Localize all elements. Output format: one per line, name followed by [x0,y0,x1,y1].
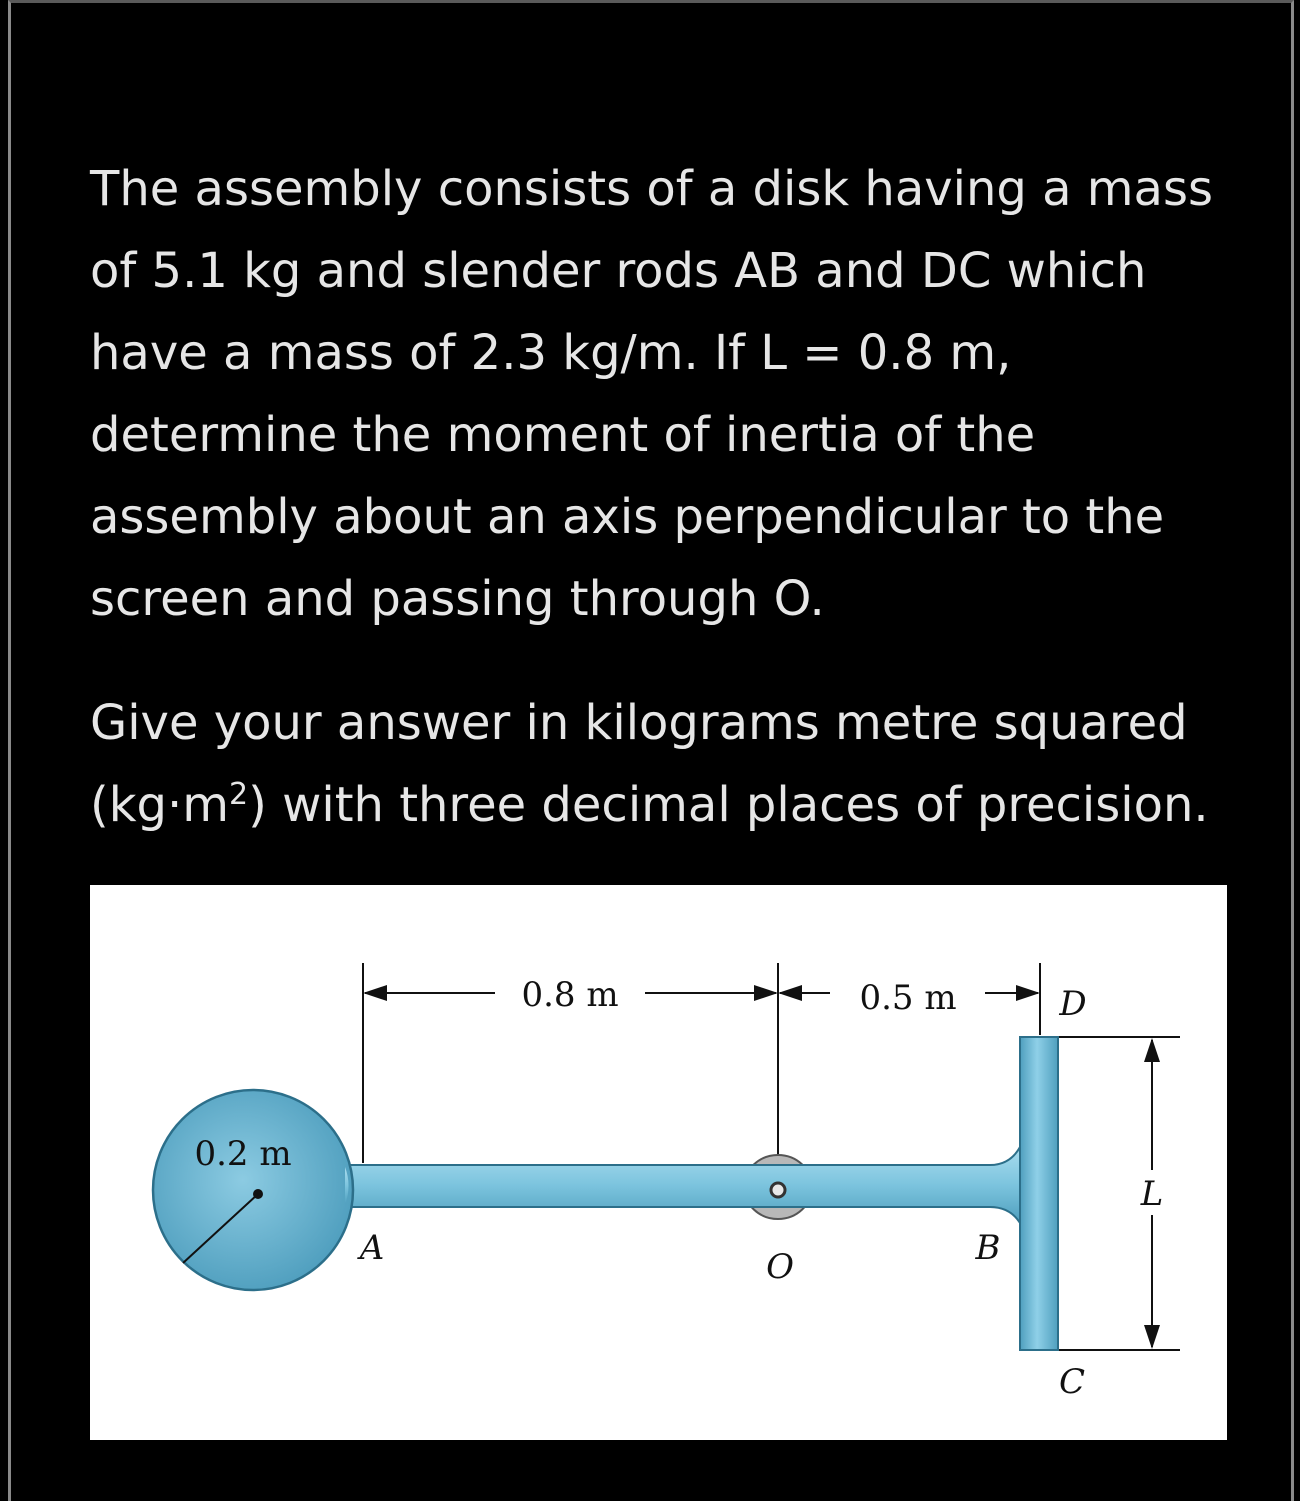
label-a: A [359,1228,385,1268]
label-o: O [766,1247,794,1287]
instruction-superscript: 2 [229,777,249,812]
pin-o [771,1183,785,1197]
answer-instruction [90,682,1250,846]
disk-radius-label: 0.2 m [194,1134,292,1174]
instruction-lead: Give your answer in kilograms metre squared (kg·m [90,695,1188,833]
dim-label-ob: 0.5 m [859,978,957,1018]
question-text: The assembly consists of a disk having a mass of 5.1 kg and slender rods AB and DC which have a mass of 2.3 kg/m. If L = 0.8 m, determine the moment of inertia of the assembly about an axis perpendicular to the screen and passing through O. [90,161,1213,627]
instruction-tail: ) with three decimal places of precision. [248,777,1209,833]
assembly-figure [90,885,1227,1440]
label-b: B [975,1228,1001,1268]
rod-dc [1020,1037,1058,1350]
label-c: C [1058,1362,1086,1402]
disk [153,1090,353,1290]
rod-ab [345,1147,1020,1223]
label-d: D [1059,984,1087,1024]
assembly-diagram [90,885,1227,1440]
label-l: L [1140,1174,1164,1214]
dim-label-ao: 0.8 m [521,975,619,1015]
